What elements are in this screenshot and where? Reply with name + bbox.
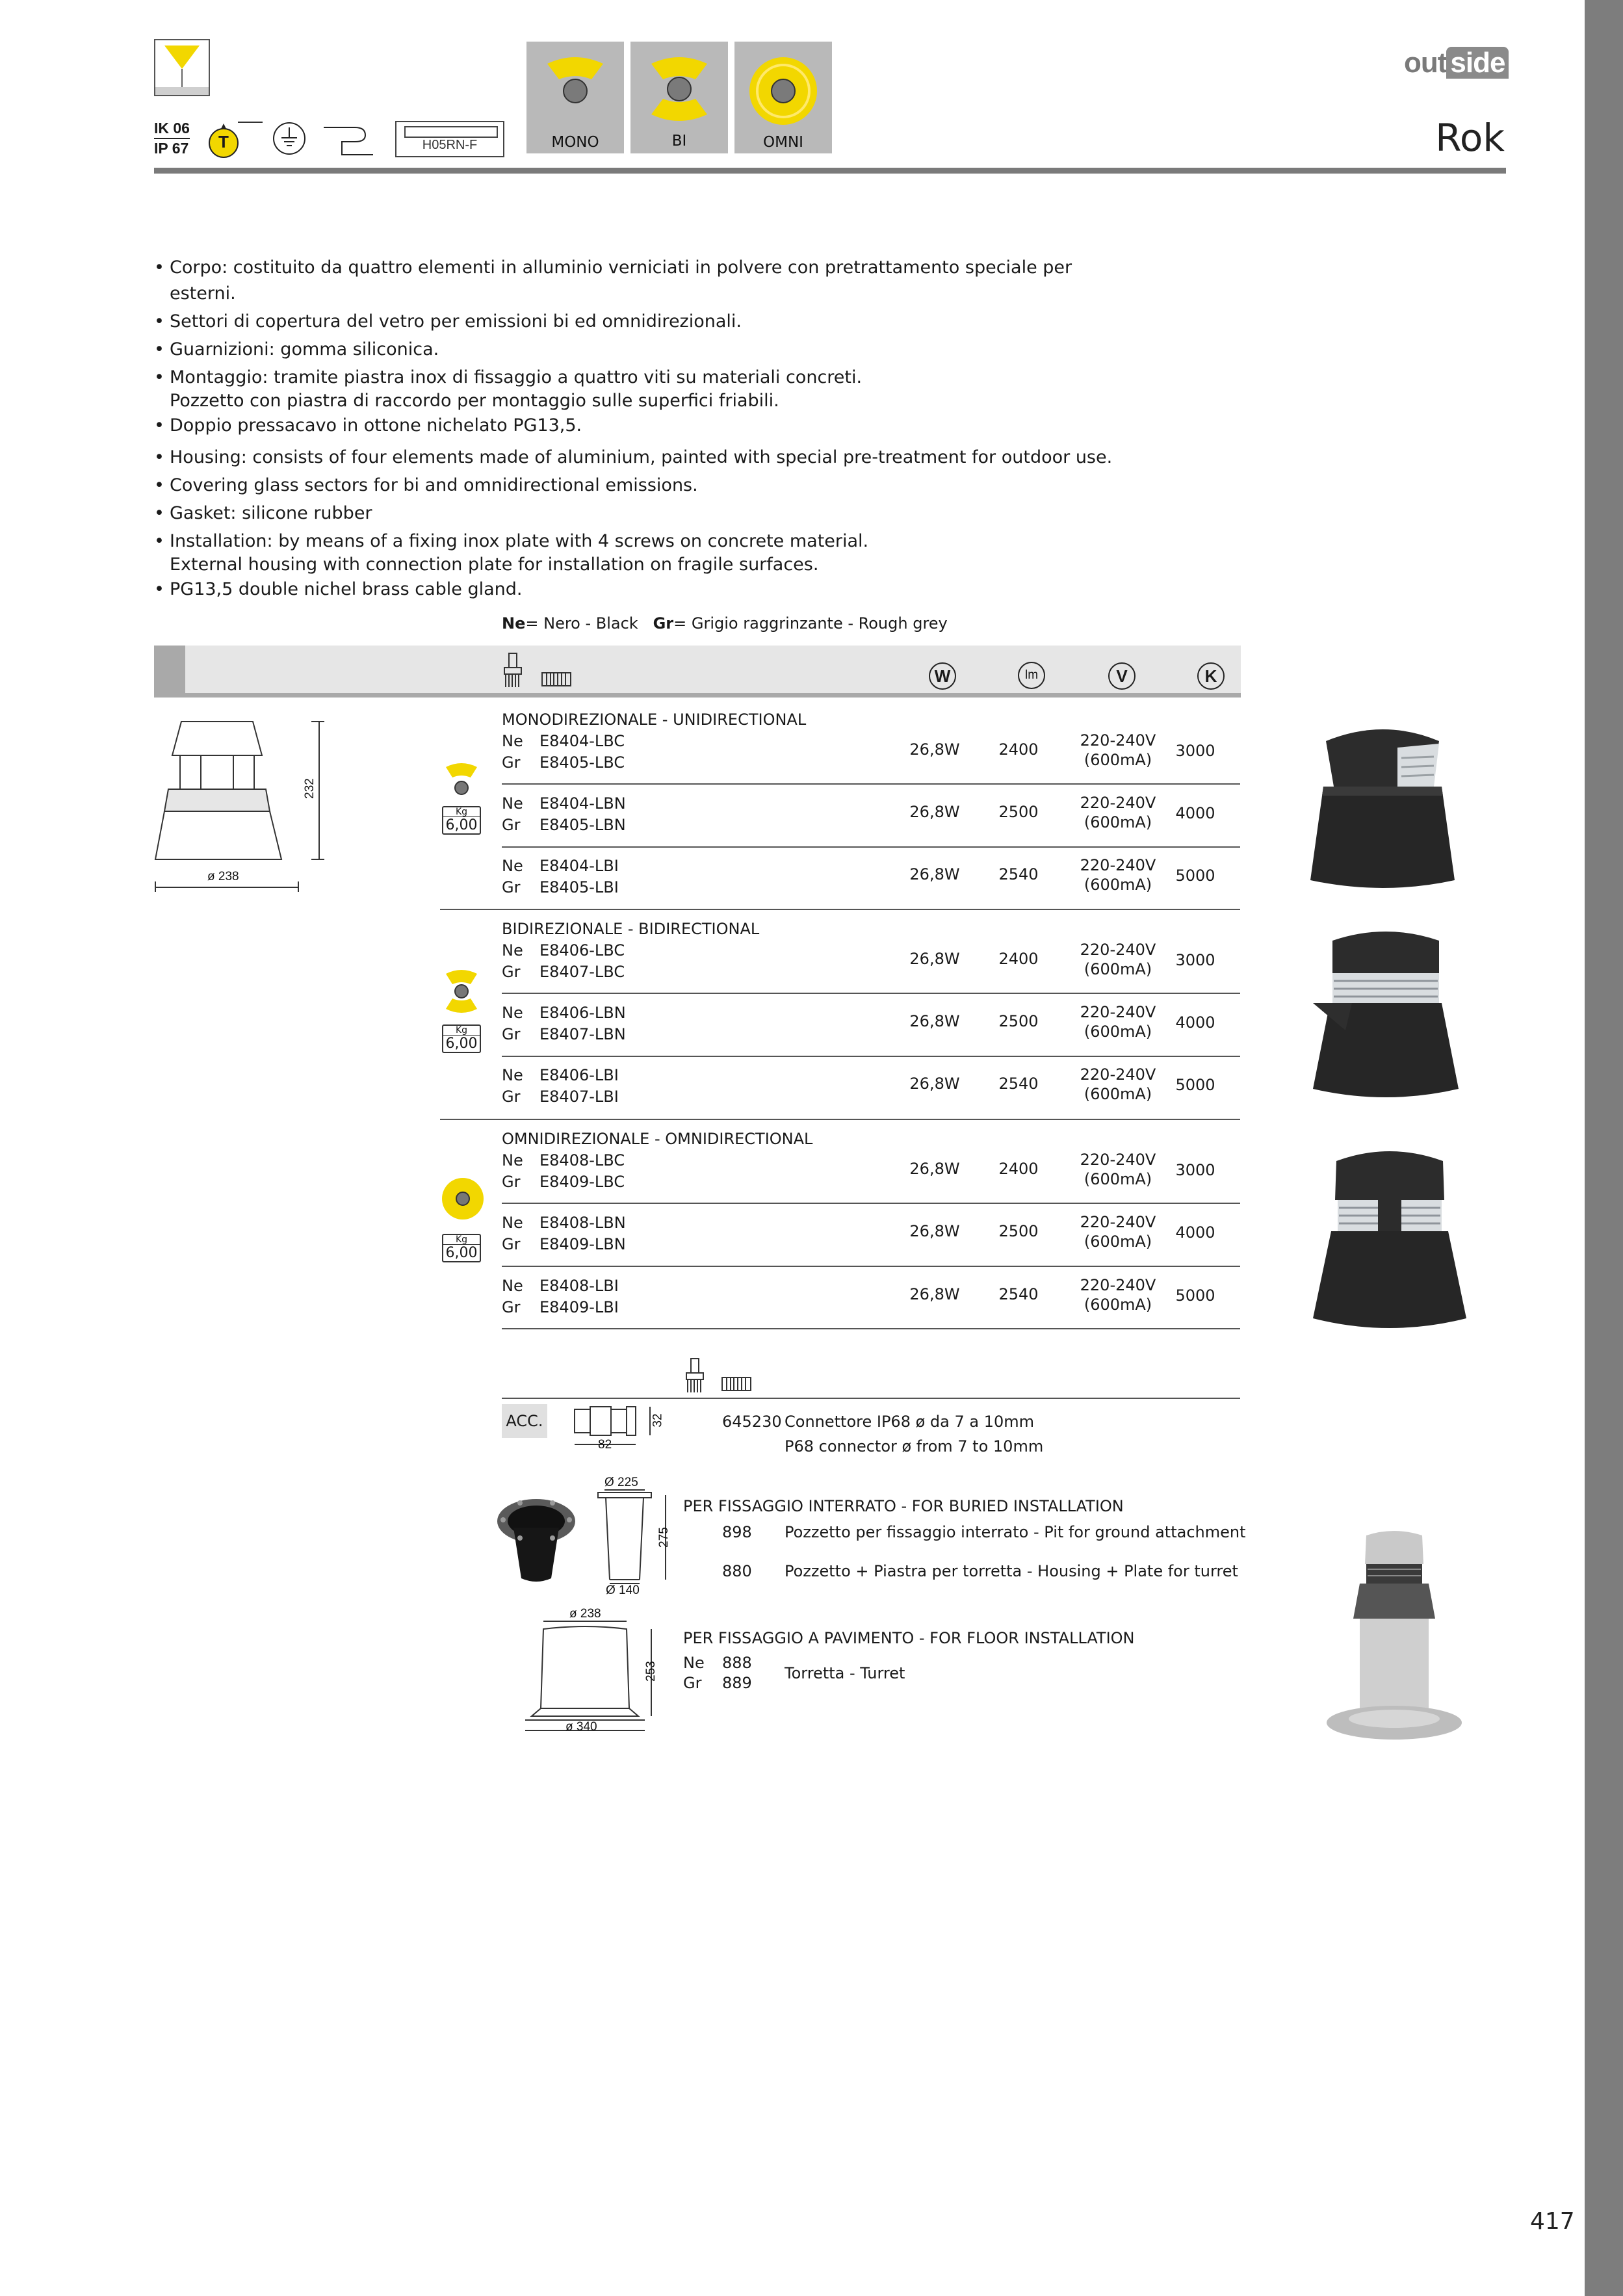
group-title-omni: OMNIDIREZIONALE - OMNIDIRECTIONAL: [502, 1130, 813, 1148]
table-row: Ne E8406-LBC Gr E8407-LBC 26,8W 2400 220-240V (600mA) 3000: [502, 941, 1215, 981]
article-code: E8408-LBN: [539, 1214, 626, 1232]
table-row: Ne E8404-LBN Gr E8405-LBN 26,8W 2500 220-240V (600mA) 4000: [502, 794, 1215, 834]
product-photo-turret: [1319, 1528, 1469, 1749]
table-row: Ne E8406-LBI Gr E8407-LBI 26,8W 2540 220-240V (600mA) 5000: [502, 1065, 1215, 1106]
article-code: E8408-LBC: [539, 1151, 625, 1169]
cable-type-icon: H05RN-F: [395, 121, 504, 157]
diameter-dimension: ø 238: [207, 870, 239, 883]
article-code: E8407-LBI: [539, 1088, 619, 1106]
finish-brush-icon: [684, 1357, 706, 1394]
lumen-icon: lm: [1018, 662, 1045, 689]
article-code: E8406-LBC: [539, 941, 625, 959]
beam-angle-icon: [154, 39, 210, 96]
height-dimension: 232: [302, 778, 317, 799]
table-row: Ne E8404-LBI Gr E8405-LBI 26,8W 2540 220-240V (600mA) 5000: [502, 856, 1215, 896]
barcode-icon: [541, 672, 571, 686]
bullet-en-3: • Gasket: silicone rubber: [154, 501, 1129, 527]
page-number: 417: [1530, 2208, 1575, 2235]
bullet-en-1: • Housing: consists of four elements made of aluminium, painted with special pre-treatment for outdoor use.: [154, 445, 1129, 471]
row-divider: [502, 783, 1240, 785]
finish-brush-icon: [502, 652, 524, 688]
article-code: E8405-LBN: [539, 816, 626, 834]
article-code: E8404-LBC: [539, 732, 625, 750]
table-row: Ne E8408-LBC Gr E8409-LBC 26,8W 2400 220-240V (600mA) 3000: [502, 1151, 1215, 1191]
article-code: E8405-LBC: [539, 753, 625, 772]
table-row: Ne E8404-LBC Gr E8405-LBC 26,8W 2400 220-240V (600mA) 3000: [502, 731, 1215, 772]
finish-legend: Ne= Nero - Black Gr= Grigio raggrinzante - Rough grey: [502, 614, 948, 633]
buried-desc-880: Pozzetto + Piastra per torretta - Housing + Plate for turret: [785, 1562, 1238, 1580]
article-code: E8407-LBC: [539, 963, 625, 981]
pit-photo: [494, 1495, 578, 1585]
group-title-bi: BIDIREZIONALE - BIDIRECTIONAL: [502, 920, 760, 938]
bullet-en-4-cont: External housing with connection plate for installation on fragile surfaces.: [170, 554, 819, 575]
floor-code-gr: 889: [722, 1674, 752, 1692]
product-dimension-drawing: [154, 715, 343, 894]
description-italian: [154, 255, 1129, 439]
emission-omni-tile: OMNI: [734, 42, 832, 153]
thermal-protection-icon: T: [207, 121, 264, 160]
accessories-rule: [502, 1398, 1240, 1399]
article-code: E8406-LBN: [539, 1004, 626, 1022]
weight-badge-bi: Kg 6,00: [442, 1024, 481, 1053]
product-photo-bi: [1300, 926, 1472, 1101]
bullet-it-5: • Doppio pressacavo in ottone nichelato PG13,5.: [154, 413, 1129, 439]
mono-emission-icon: [443, 761, 480, 800]
bullet-en-5: • PG13,5 double nichel brass cable gland.: [154, 577, 1129, 603]
group-divider: [440, 909, 1240, 910]
article-code: E8408-LBI: [539, 1277, 619, 1295]
floor-desc: Torretta - Turret: [785, 1664, 905, 1682]
pit-dimension-drawing: Ø 225 275 Ø 140: [593, 1476, 690, 1599]
article-code: E8404-LBI: [539, 857, 619, 875]
kelvin-icon: K: [1197, 662, 1225, 690]
ik-rating: IK 06: [154, 119, 190, 139]
buried-code-880: 880: [722, 1562, 752, 1580]
brand-logo: out side: [1404, 47, 1509, 79]
emission-bi-tile: BI: [630, 42, 728, 153]
table-bottom-rule: [502, 1328, 1240, 1329]
barcode-icon: [721, 1377, 751, 1391]
article-code: E8406-LBI: [539, 1066, 619, 1084]
table-header-rule: [154, 693, 1241, 698]
article-code: E8407-LBN: [539, 1025, 626, 1043]
weight-badge-omni: Kg 6,00: [442, 1234, 481, 1262]
row-divider: [502, 1056, 1240, 1057]
omni-emission-icon: [441, 1177, 485, 1221]
table-row: Ne E8406-LBN Gr E8407-LBN 26,8W 2500 220-240V (600mA) 4000: [502, 1003, 1215, 1043]
bullet-it-4: • Montaggio: tramite piastra inox di fissaggio a quattro viti su materiali concreti.: [154, 365, 1129, 391]
accessories-label: ACC.: [502, 1404, 547, 1438]
bullet-en-4: • Installation: by means of a fixing inox plate with 4 screws on concrete material.: [154, 528, 1129, 554]
group-divider: [440, 1119, 1240, 1120]
protection-ratings: [154, 119, 190, 158]
article-code: E8405-LBI: [539, 878, 619, 896]
article-code: E8409-LBI: [539, 1298, 619, 1316]
bi-emission-icon: [443, 969, 480, 1014]
buried-code-898: 898: [722, 1523, 752, 1541]
row-divider: [502, 1266, 1240, 1267]
earth-ground-icon: [272, 121, 307, 156]
table-header: [154, 646, 1241, 697]
floor-code-ne: 888: [722, 1654, 752, 1672]
buried-desc-898: Pozzetto per fissaggio interrato - Pit for ground attachment: [785, 1523, 1246, 1541]
weight-badge-mono: Kg 6,00: [442, 806, 481, 835]
table-row: Ne E8408-LBN Gr E8409-LBN 26,8W 2500 220-240V (600mA) 4000: [502, 1213, 1215, 1253]
turret-dimension-drawing: ø 238 253 ø 340: [524, 1610, 667, 1740]
floor-title: PER FISSAGGIO A PAVIMENTO - FOR FLOOR INSTALLATION: [683, 1629, 1135, 1647]
product-photo-omni: [1300, 1145, 1479, 1331]
connector-drawing: 32 82: [565, 1404, 669, 1452]
emission-mono-tile: MONO: [526, 42, 624, 153]
header-rule: [154, 168, 1506, 174]
row-divider: [502, 846, 1240, 848]
connector-code: 645230: [722, 1413, 782, 1431]
article-code: E8409-LBN: [539, 1235, 626, 1253]
article-code: E8404-LBN: [539, 794, 626, 813]
voltage-icon: V: [1108, 662, 1136, 690]
product-photo-mono: [1300, 722, 1462, 892]
page-edge-band: [1585, 0, 1623, 2296]
product-title: Rok: [1435, 116, 1505, 160]
group-title-mono: MONODIREZIONALE - UNIDIRECTIONAL: [502, 711, 807, 729]
table-row: Ne E8408-LBI Gr E8409-LBI 26,8W 2540 220-240V (600mA) 5000: [502, 1276, 1215, 1316]
bullet-it-3: • Guarnizioni: gomma siliconica.: [154, 337, 1129, 363]
cable-entry-icon: [322, 121, 374, 157]
bullet-en-2: • Covering glass sectors for bi and omnidirectional emissions.: [154, 473, 1129, 499]
connector-desc-en: P68 connector ø from 7 to 10mm: [785, 1437, 1044, 1455]
article-code: E8409-LBC: [539, 1173, 625, 1191]
watt-icon: W: [929, 662, 956, 690]
bullet-it-4-cont: Pozzetto con piastra di raccordo per montaggio sulle superfici friabili.: [170, 391, 779, 411]
buried-title: PER FISSAGGIO INTERRATO - FOR BURIED INSTALLATION: [683, 1497, 1124, 1515]
connector-desc-it: Connettore IP68 ø da 7 a 10mm: [785, 1413, 1034, 1431]
ip-rating: IP 67: [154, 140, 189, 157]
bullet-it-2: • Settori di copertura del vetro per emissioni bi ed omnidirezionali.: [154, 309, 1129, 335]
row-divider: [502, 1203, 1240, 1204]
row-divider: [502, 993, 1240, 994]
description-english: [154, 445, 1129, 603]
bullet-it-1: • Corpo: costituito da quattro elementi in alluminio verniciati in polvere con pretrattamento speciale per esterni.: [154, 255, 1129, 307]
